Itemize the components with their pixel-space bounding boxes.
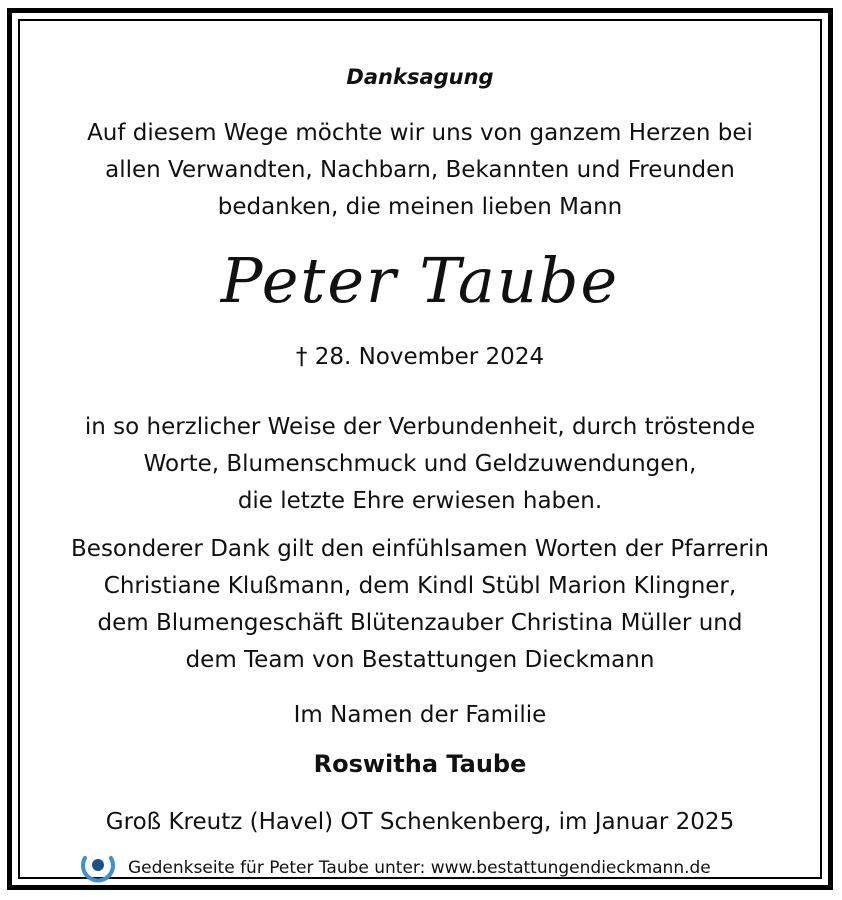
special-thanks-line: Besonderer Dank gilt den einfühlsamen Worten der Pfarrerin bbox=[71, 536, 769, 562]
notice-inner-frame bbox=[18, 19, 822, 879]
special-thanks-line: dem Team von Bestattungen Dieckmann bbox=[185, 647, 655, 673]
middle-paragraph bbox=[20, 409, 820, 520]
signer-name: Roswitha Taube bbox=[313, 750, 527, 778]
place-date: Groß Kreutz (Havel) OT Schenkenberg, im Januar 2025 bbox=[105, 809, 735, 835]
middle-line: Worte, Blumenschmuck und Geldzuwendungen, bbox=[143, 451, 697, 477]
death-date: † 28. November 2024 bbox=[295, 344, 545, 370]
special-thanks-line: dem Blumengeschäft Blütenzauber Christina Müller und bbox=[97, 610, 743, 636]
memorial-page-footer bbox=[80, 851, 711, 885]
notice-heading: Danksagung bbox=[346, 65, 494, 89]
intro-line: bedanken, die meinen lieben Mann bbox=[217, 194, 623, 220]
special-thanks-paragraph bbox=[20, 531, 820, 679]
middle-line: die letzte Ehre erwiesen haben. bbox=[237, 488, 603, 514]
intro-paragraph bbox=[20, 115, 820, 226]
memorial-page-logo-icon bbox=[80, 850, 116, 886]
intro-line: allen Verwandten, Nachbarn, Bekannten und Freunden bbox=[105, 157, 735, 183]
deceased-name: Peter Taube bbox=[220, 244, 620, 317]
on-behalf-text: Im Namen der Familie bbox=[293, 702, 547, 728]
notice-frame bbox=[7, 8, 833, 890]
intro-line: Auf diesem Wege möchte wir uns von ganzem Herzen bei bbox=[87, 120, 753, 146]
memorial-page-link-text: Gedenkseite für Peter Taube unter: www.bestattungendieckmann.de bbox=[128, 858, 711, 878]
special-thanks-line: Christiane Klußmann, dem Kindl Stübl Marion Klingner, bbox=[103, 573, 737, 599]
middle-line: in so herzlicher Weise der Verbundenheit, durch tröstende bbox=[84, 414, 756, 440]
